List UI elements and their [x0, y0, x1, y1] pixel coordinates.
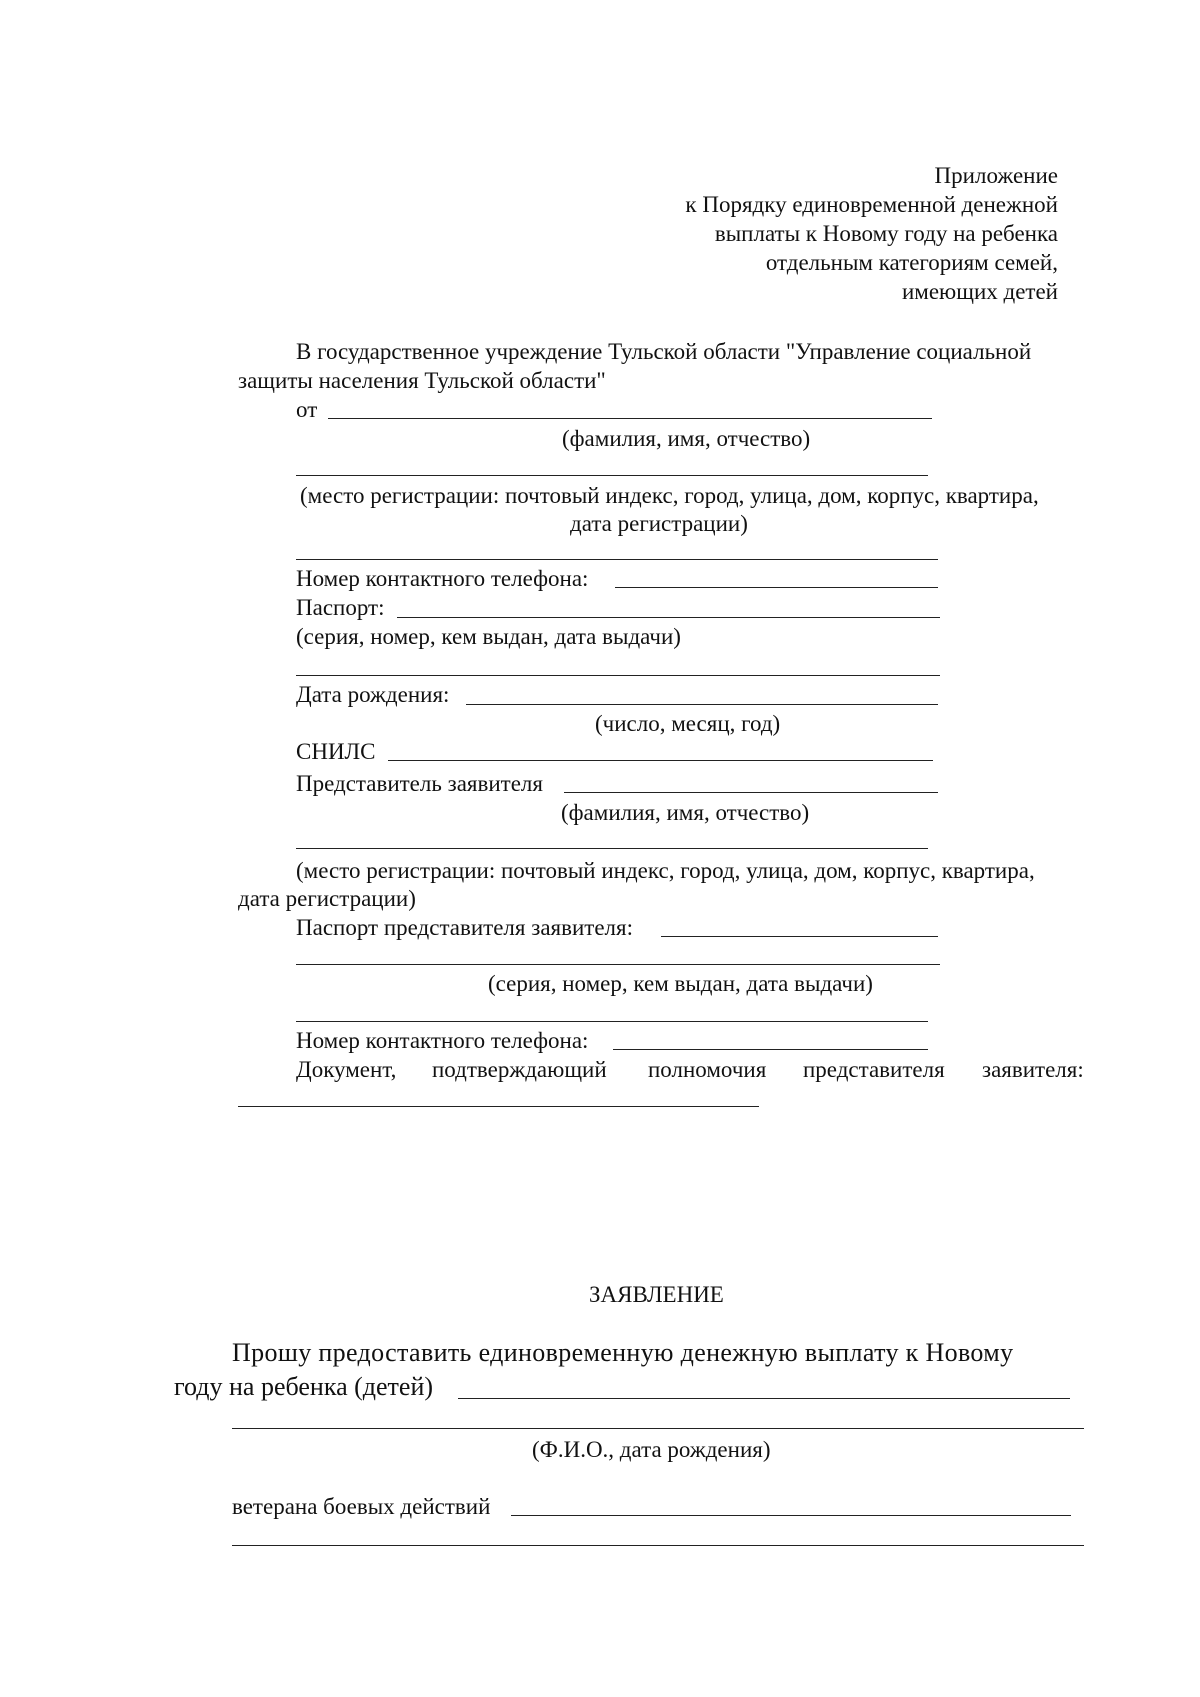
representative-registration-field[interactable] — [296, 848, 928, 849]
representative-passport-field[interactable] — [661, 936, 938, 937]
applicant-fio-field[interactable] — [328, 418, 932, 419]
doc-word-3: полномочия — [648, 1057, 767, 1082]
representative-registration-hint-2: дата регистрации) — [238, 886, 416, 911]
veteran-field-2[interactable] — [232, 1545, 1084, 1546]
appendix-line-3: выплаты к Новому году на ребенка — [714, 221, 1058, 246]
authority-document-field[interactable] — [238, 1106, 759, 1107]
applicant-passport-field-2[interactable] — [296, 675, 940, 676]
applicant-snils-field[interactable] — [388, 760, 933, 761]
veteran-label: ветерана боевых действий — [232, 1494, 491, 1519]
children-hint: (Ф.И.О., дата рождения) — [532, 1437, 771, 1462]
applicant-registration-hint-1: (место регистрации: почтовый индекс, город, улица, дом, корпус, квартира, — [300, 483, 1039, 508]
applicant-passport-label: Паспорт: — [296, 595, 385, 620]
addressee-line-1: В государственное учреждение Тульской области "Управление социальной — [296, 339, 1032, 364]
applicant-fio-hint: (фамилия, имя, отчество) — [562, 426, 811, 451]
doc-word-1: Документ, — [296, 1057, 397, 1082]
doc-word-4: представителя — [803, 1057, 945, 1082]
applicant-snils-label: СНИЛС — [296, 739, 376, 764]
applicant-birth-label: Дата рождения: — [296, 682, 450, 707]
applicant-birth-field[interactable] — [466, 704, 938, 705]
representative-passport-label: Паспорт представителя заявителя: — [296, 915, 633, 940]
applicant-birth-hint: (число, месяц, год) — [595, 711, 781, 736]
appendix-line-1: Приложение — [934, 163, 1058, 188]
applicant-passport-hint: (серия, номер, кем выдан, дата выдачи) — [296, 624, 681, 649]
children-field[interactable] — [458, 1398, 1070, 1399]
from-label: от — [296, 397, 318, 422]
statement-title: ЗАЯВЛЕНИЕ — [589, 1282, 724, 1307]
doc-word-2: подтверждающий — [432, 1057, 607, 1082]
representative-phone-label: Номер контактного телефона: — [296, 1028, 589, 1053]
statement-line-1: Прошу предоставить единовременную денежную выплату к Новому — [232, 1338, 1014, 1367]
representative-registration-hint-1: (место регистрации: почтовый индекс, город, улица, дом, корпус, квартира, — [296, 858, 1035, 883]
representative-phone-field[interactable] — [613, 1049, 928, 1050]
representative-passport-field-3[interactable] — [296, 1021, 928, 1022]
representative-fio-field[interactable] — [564, 792, 938, 793]
children-field-2[interactable] — [232, 1428, 1084, 1429]
doc-word-5: заявителя: — [982, 1057, 1084, 1082]
representative-fio-hint: (фамилия, имя, отчество) — [561, 800, 810, 825]
appendix-line-4: отдельным категориям семей, — [765, 250, 1058, 275]
applicant-registration-field[interactable] — [296, 475, 928, 476]
veteran-field[interactable] — [511, 1515, 1071, 1516]
applicant-phone-label: Номер контактного телефона: — [296, 566, 589, 591]
applicant-phone-field[interactable] — [615, 587, 938, 588]
representative-passport-field-2[interactable] — [296, 964, 940, 965]
addressee-line-2: защиты населения Тульской области" — [238, 368, 606, 393]
applicant-registration-hint-2: дата регистрации) — [570, 511, 748, 536]
appendix-line-5: имеющих детей — [901, 279, 1058, 304]
appendix-line-2: к Порядку единовременной денежной — [685, 192, 1058, 217]
representative-passport-hint: (серия, номер, кем выдан, дата выдачи) — [488, 971, 873, 996]
representative-label: Представитель заявителя — [296, 771, 543, 796]
applicant-passport-field[interactable] — [397, 617, 940, 618]
applicant-registration-field-2[interactable] — [296, 559, 938, 560]
statement-line-2: году на ребенка (детей) — [174, 1372, 434, 1401]
